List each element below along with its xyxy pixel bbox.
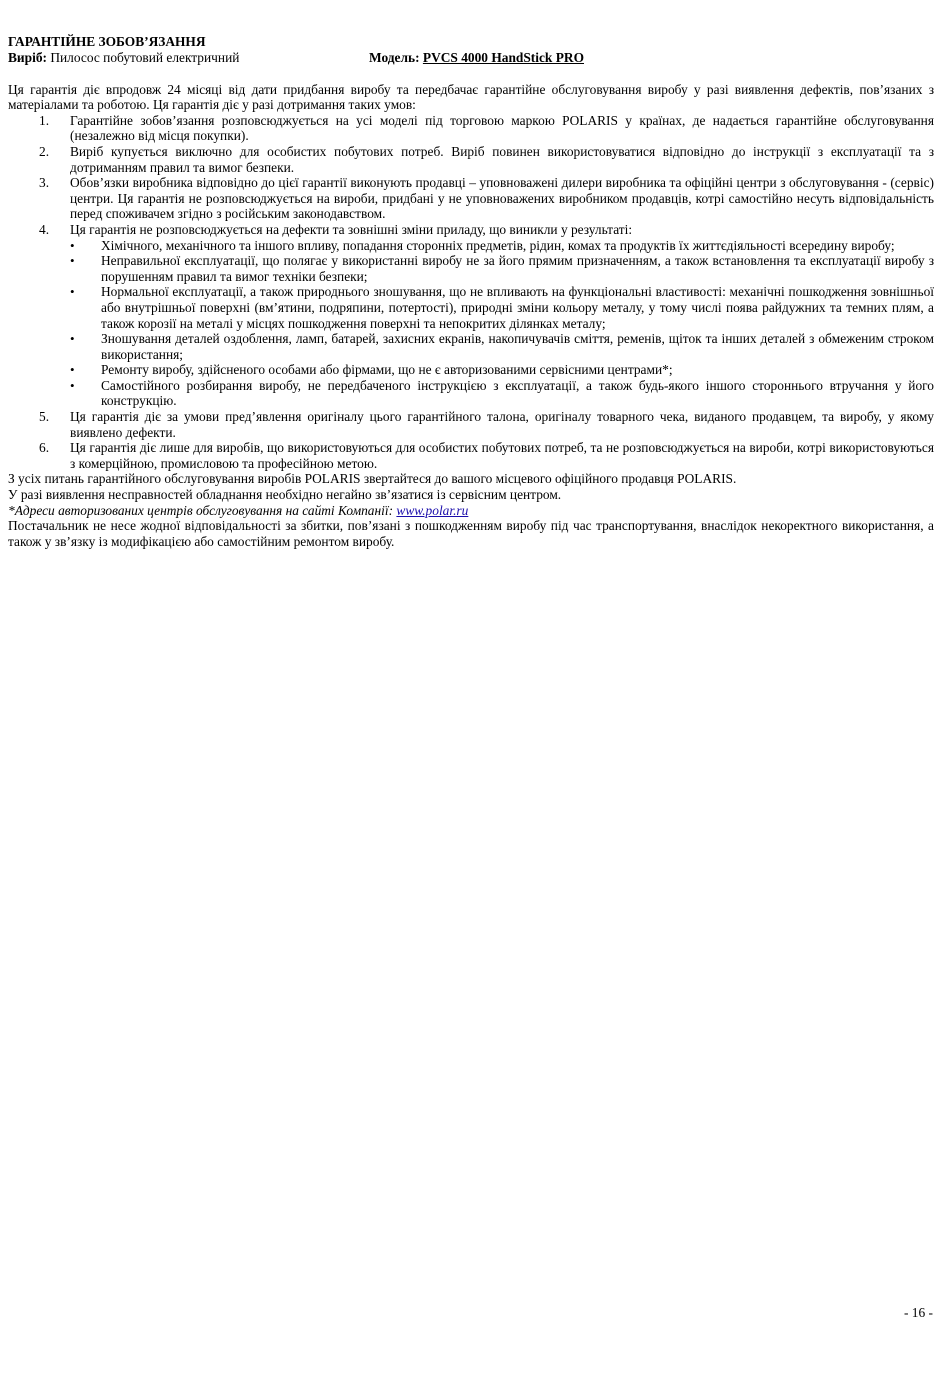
exclusions-list <box>70 238 934 410</box>
fault-paragraph: У разі виявлення несправностей обладнання необхідно негайно зв’язатися із сервісним центром. <box>8 487 562 503</box>
footnote-text: *Адреси авторизованих центрів обслуговування на сайті Компанії: <box>8 502 394 518</box>
condition-number: 2. <box>39 143 50 159</box>
warranty-heading: ГАРАНТІЙНЕ ЗОБОВ’ЯЗАННЯ <box>8 34 206 49</box>
exclusion-text: Неправильної експлуатації, що полягає у використанні виробу не за його прямим призначенням, а також встановлення та експлуатації виробу з порушенням правил та вимог техніки безпеки; <box>101 253 934 284</box>
condition-number: 4. <box>39 221 50 237</box>
condition-number: 6. <box>39 440 50 456</box>
page-number: - 16 - <box>903 1305 933 1320</box>
condition-text: Ця гарантія діє за умови пред’явлення оригіналу цього гарантійного талона, оригіналу товарного чека, виданого продавцем, та виробу, у якому виявлено дефекти. <box>70 409 934 440</box>
product-value: Пилосос побутовий електричний <box>50 49 240 65</box>
bullet-icon: • <box>70 331 75 347</box>
product-line <box>8 50 934 66</box>
condition-text: Ця гарантія діє лише для виробів, що використовуються для особистих побутових потреб, та не розповсюджується на вироби, котрі використовуються з комерційною, промисловою та професійною метою. <box>70 440 934 471</box>
website-link[interactable]: www.polar.ru <box>396 502 469 518</box>
bullet-icon: • <box>70 362 75 378</box>
condition-item <box>8 440 934 471</box>
condition-item <box>8 409 934 440</box>
condition-item <box>8 144 934 175</box>
intro-paragraph: Ця гарантія діє впродовж 24 місяці від дати придбання виробу та передбачає гарантійне обслуговування виробу у разі виявлення дефектів, пов’язаних з матеріалами та роботою. Ця гарантія діє у разі дотримання таких умов: <box>8 81 934 113</box>
condition-text: Гарантійне зобов’язання розповсюджується на усі моделі під торговою маркою POLARIS у країнах, де надається гарантійне обслуговування (незалежно від місця покупки). <box>70 112 934 144</box>
condition-text: Обов’язки виробника відповідно до цієї гарантії виконують продавці – уповноважені дилери виробника та офіційні центри з обслуговування - (сервіс) центри. Ця гарантія не розповсюджується на вироби, придбані у не уповноважених виробником продавців, котрі самостійно несуть відповідальність перед споживачем згідно з російським законодавством. <box>70 175 934 222</box>
exclusion-text: Зношування деталей оздоблення, ламп, батарей, захисних екранів, накопичувачів сміття, ременів, щіток та інших деталей з обмеженим строком використання; <box>101 331 934 362</box>
exclusion-text: Хімічного, механічного та іншого впливу, попадання сторонніх предметів, рідин, комах та продуктів їх життєдіяльності всередину виробу; <box>101 237 895 253</box>
model-label: Модель: <box>369 49 420 65</box>
exclusion-text: Нормальної експлуатації, а також природнього зношування, що не впливають на функціональні властивості: механічні пошкодження зовнішньої або внутрішньої поверхні (вм’ятини, подряпини, потертості), природні зміни кольору металу, у тому числі поява райдужних та темних плям, а також корозії на металі у місцях пошкодження поверхні та непокритих ділянках металу; <box>101 284 934 331</box>
disclaimer-paragraph: Постачальник не несе жодної відповідальності за збитки, пов’язані з пошкодженням виробу під час транспортування, внаслідок некоректного використання, а також у зв’язку із модифікацією або самостійним ремонтом виробу. <box>8 518 934 549</box>
condition-item <box>8 175 934 222</box>
contact-paragraph: З усіх питань гарантійного обслуговування виробів POLARIS звертайтеся до вашого місцевого офіційного продавця POLARIS. <box>8 471 737 487</box>
condition-number: 3. <box>39 175 50 191</box>
warranty-document <box>8 34 934 549</box>
condition-item <box>8 113 934 144</box>
product-label: Виріб: <box>8 49 47 65</box>
exclusion-text: Ремонту виробу, здійсненого особами або фірмами, що не є авторизованими сервісними центрами*; <box>101 362 673 378</box>
exclusion-item <box>70 331 934 362</box>
bullet-icon: • <box>70 253 75 269</box>
condition-number: 1. <box>39 112 50 128</box>
condition-text: Ця гарантія не розповсюджується на дефекти та зовнішні зміни приладу, що виникли у результаті: <box>70 221 633 237</box>
exclusion-item <box>70 362 934 378</box>
exclusion-item <box>70 238 934 254</box>
spacer <box>8 66 934 82</box>
footnote-paragraph <box>8 503 934 519</box>
condition-item <box>8 222 934 409</box>
exclusion-item <box>70 284 934 331</box>
model-info <box>369 50 584 66</box>
model-value: PVCS 4000 HandStick PRO <box>422 49 584 65</box>
bullet-icon: • <box>70 377 75 393</box>
exclusion-item <box>70 253 934 284</box>
exclusion-item <box>70 378 934 409</box>
conditions-list <box>8 113 934 472</box>
product-info <box>8 50 239 65</box>
condition-text: Виріб купується виключно для особистих побутових потреб. Виріб повинен використовуватися відповідно до інструкції з експлуатації та з дотриманням правил та вимог безпеки. <box>70 143 934 175</box>
bullet-icon: • <box>70 284 75 300</box>
bullet-icon: • <box>70 237 75 253</box>
exclusion-text: Самостійного розбирання виробу, не передбаченого інструкцією з експлуатації, а також будь-якого іншого стороннього втручання у його конструкцію. <box>101 377 934 409</box>
condition-number: 5. <box>39 409 50 425</box>
